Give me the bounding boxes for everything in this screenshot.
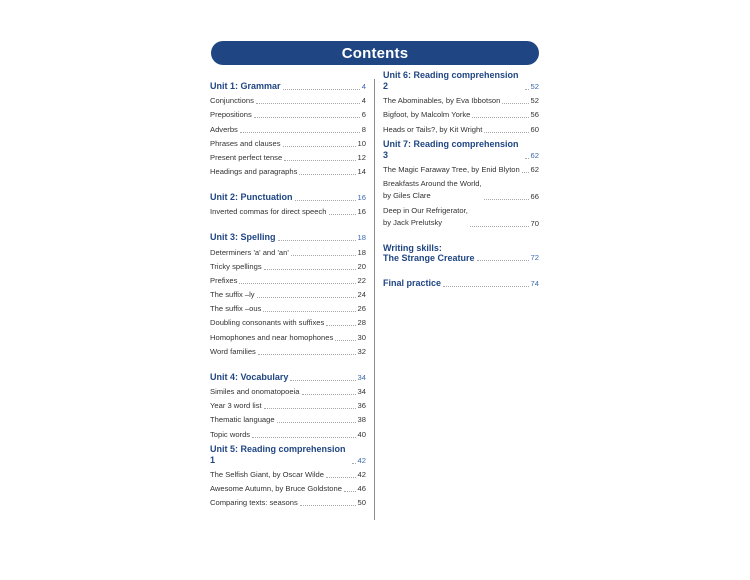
- toc-entry[interactable]: Adverbs 8: [210, 124, 366, 134]
- page-number: 12: [357, 152, 366, 162]
- dot-leader: [283, 146, 356, 147]
- toc-entry[interactable]: Heads or Tails?, by Kit Wright 60: [383, 124, 539, 134]
- dot-leader: [278, 240, 356, 241]
- toc-entry[interactable]: The Selfish Giant, by Oscar Wilde 42: [210, 469, 366, 479]
- page-number: 10: [357, 138, 366, 148]
- dot-leader: [472, 117, 528, 118]
- page-number: 62: [530, 150, 539, 160]
- toc-entry[interactable]: Prepositions 6: [210, 110, 366, 120]
- toc-unit-7: [383, 138, 539, 231]
- toc-entry[interactable]: Similes and onomatopoeia 34: [210, 387, 366, 396]
- dot-leader: [257, 297, 356, 298]
- toc-unit-2: [210, 191, 366, 219]
- page-number: 50: [357, 498, 366, 508]
- page-number: 18: [357, 247, 366, 257]
- page-number: 26: [357, 304, 366, 314]
- contents-banner: [211, 41, 539, 65]
- dot-leader: [335, 340, 355, 341]
- toc-final-practice: [383, 277, 539, 291]
- dot-leader: [284, 160, 355, 161]
- dot-leader: [264, 269, 356, 270]
- dot-leader: [264, 408, 356, 409]
- toc-entry[interactable]: Inverted commas for direct speech 16: [210, 207, 366, 217]
- dot-leader: [484, 132, 528, 133]
- dot-leader: [240, 132, 360, 133]
- page-number: 14: [357, 167, 366, 177]
- page-title: Contents: [341, 44, 409, 62]
- page-number: 40: [357, 429, 366, 439]
- dot-leader: [252, 437, 355, 438]
- toc-entry[interactable]: Present perfect tense 12: [210, 152, 366, 162]
- dot-leader: [256, 103, 360, 104]
- toc-unit-4: [210, 371, 366, 442]
- unit-heading[interactable]: Unit 5: Reading comprehension 1 42: [210, 443, 366, 465]
- toc-entry[interactable]: Conjunctions 4: [210, 96, 366, 106]
- page-number: 66: [530, 191, 539, 201]
- dot-leader: [502, 103, 528, 104]
- page-number: 34: [357, 372, 366, 382]
- page-number: 52: [530, 96, 539, 106]
- page-number: 46: [357, 483, 366, 493]
- page-number: 36: [357, 401, 366, 411]
- unit-heading[interactable]: Unit 4: Vocabulary 34: [210, 371, 366, 382]
- page-number: 28: [357, 318, 366, 328]
- toc-unit-5: [210, 443, 366, 511]
- page-number: 62: [530, 164, 539, 174]
- dot-leader: [477, 260, 529, 261]
- page-number: 60: [530, 124, 539, 134]
- toc-unit-6: [383, 70, 539, 137]
- toc-entry[interactable]: The Abominables, by Eva Ibbotson 52: [383, 96, 539, 106]
- unit-heading[interactable]: Final practice 74: [383, 277, 539, 288]
- toc-entry[interactable]: Awesome Autumn, by Bruce Goldstone 46: [210, 483, 366, 493]
- dot-leader: [326, 477, 356, 478]
- toc-entry[interactable]: Homophones and near homophones 30: [210, 332, 366, 342]
- page-number: 4: [361, 96, 366, 106]
- toc-entry[interactable]: Comparing texts: seasons 50: [210, 498, 366, 508]
- toc-unit-1: [210, 80, 366, 179]
- toc-entry[interactable]: Phrases and clauses 10: [210, 138, 366, 148]
- page-number: 38: [357, 415, 366, 425]
- dot-leader: [329, 214, 356, 215]
- toc-entry[interactable]: Bigfoot, by Malcolm Yorke 56: [383, 110, 539, 120]
- dot-leader: [254, 117, 360, 118]
- page-number: 74: [530, 278, 539, 288]
- toc-entry[interactable]: Thematic language 38: [210, 415, 366, 425]
- unit-heading[interactable]: Unit 1: Grammar 4: [210, 81, 366, 91]
- toc-entry[interactable]: Prefixes 22: [210, 275, 366, 285]
- toc-writing-skills: [383, 243, 539, 265]
- dot-leader: [443, 286, 529, 287]
- page-number: 42: [357, 469, 366, 479]
- page-number: 16: [357, 207, 366, 217]
- dot-leader: [299, 174, 355, 175]
- dot-leader: [484, 199, 529, 200]
- toc-entry[interactable]: Doubling consonants with suffixes 28: [210, 318, 366, 328]
- toc-entry[interactable]: The Magic Faraway Tree, by Enid Blyton 62: [383, 164, 539, 174]
- dot-leader: [470, 226, 529, 227]
- dot-leader: [522, 172, 529, 173]
- page-number: 24: [357, 290, 366, 300]
- page-number: 70: [530, 218, 539, 228]
- dot-leader: [302, 394, 356, 395]
- toc-entry[interactable]: Year 3 word list 36: [210, 401, 366, 411]
- toc-entry[interactable]: Deep in Our Refrigerator, by Jack Prelutsky 70: [383, 205, 539, 228]
- dot-leader: [283, 89, 360, 90]
- dot-leader: [295, 200, 356, 201]
- dot-leader: [525, 158, 529, 159]
- page-number: 32: [357, 346, 366, 356]
- dot-leader: [258, 354, 356, 355]
- dot-leader: [344, 491, 356, 492]
- toc-entry[interactable]: Topic words 40: [210, 429, 366, 439]
- page-number: 20: [357, 261, 366, 271]
- page-number: 16: [357, 193, 366, 203]
- toc-entry[interactable]: Headings and paragraphs 14: [210, 167, 366, 177]
- toc-entry[interactable]: Word families 32: [210, 346, 366, 356]
- dot-leader: [291, 255, 356, 256]
- page-number: 56: [530, 110, 539, 120]
- page-number: 52: [530, 82, 539, 91]
- page-number: 30: [357, 332, 366, 342]
- unit-heading[interactable]: Unit 6: Reading comprehension 2 52: [383, 70, 539, 91]
- unit-heading[interactable]: Unit 3: Spelling 18: [210, 232, 366, 243]
- unit-heading[interactable]: Writing skills: The Strange Creature 72: [383, 242, 539, 263]
- toc-left-column: [210, 80, 366, 510]
- dot-leader: [239, 283, 355, 284]
- page-number: 72: [530, 252, 539, 262]
- dot-leader: [290, 380, 355, 381]
- unit-heading[interactable]: Unit 2: Punctuation 16: [210, 192, 366, 203]
- page-number: 8: [361, 124, 366, 134]
- dot-leader: [352, 463, 356, 464]
- page-number: 22: [357, 275, 366, 285]
- toc-entry[interactable]: Tricky spellings 20: [210, 261, 366, 271]
- column-divider: [374, 79, 375, 520]
- page-number: 34: [357, 387, 366, 396]
- toc-right-column: [383, 70, 539, 291]
- dot-leader: [263, 311, 355, 312]
- toc-entry[interactable]: Determiners 'a' and 'an' 18: [210, 247, 366, 257]
- toc-unit-3: [210, 231, 366, 359]
- unit-heading[interactable]: Unit 7: Reading comprehension 3 62: [383, 138, 539, 160]
- toc-entry[interactable]: The suffix –ly 24: [210, 290, 366, 300]
- page-number: 6: [361, 110, 366, 120]
- dot-leader: [277, 422, 356, 423]
- toc-entry[interactable]: The suffix –ous 26: [210, 304, 366, 314]
- dot-leader: [300, 505, 356, 506]
- dot-leader: [326, 325, 355, 326]
- page-number: 18: [357, 233, 366, 243]
- toc-entry[interactable]: Breakfasts Around the World, by Giles Clare 66: [383, 178, 539, 201]
- page-number: 42: [357, 455, 366, 465]
- dot-leader: [525, 89, 529, 90]
- page-number: 4: [361, 82, 366, 91]
